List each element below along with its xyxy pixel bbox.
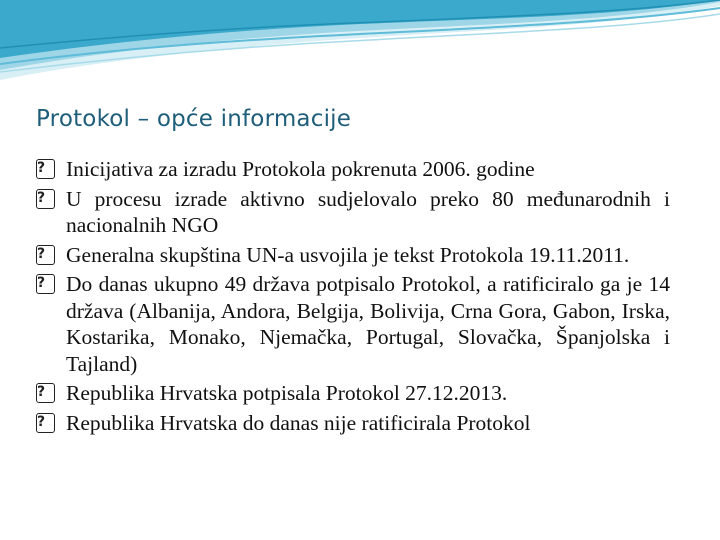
bullet-item	[36, 410, 670, 437]
bullet-item	[36, 271, 670, 377]
bullet-text: Inicijativa za izradu Protokola pokrenuta 2006. godine	[66, 157, 535, 181]
decorative-wave-header	[0, 0, 720, 90]
bullet-item	[36, 242, 670, 269]
slide-title: Protokol – opće informacije	[36, 106, 352, 132]
missing-glyph-icon: ?	[36, 245, 55, 265]
bullet-list	[36, 156, 670, 439]
bullet-text: Do danas ukupno 49 država potpisalo Protokol, a ratificiralo ga je 14 država (Albanija, Andora, Belgija, Bolivija, Crna Gora, Gabon, Irska, Kostarika, Monako, Njemačka, Portugal, Slovačka, Španjolska i Tajland)	[66, 272, 670, 376]
missing-glyph-icon: ?	[36, 159, 55, 179]
bullet-item	[36, 380, 670, 407]
bullet-item	[36, 156, 670, 183]
missing-glyph-icon: ?	[36, 274, 55, 294]
bullet-text: Republika Hrvatska do danas nije ratificirala Protokol	[66, 410, 531, 435]
bullet-text: U procesu izrade aktivno sudjelovalo preko 80 međunarodnih i nacionalnih NGO	[66, 186, 670, 237]
bullet-text: Republika Hrvatska potpisala Protokol 27.12.2013.	[66, 381, 508, 405]
missing-glyph-icon: ?	[36, 189, 55, 209]
missing-glyph-icon: ?	[36, 413, 55, 433]
bullet-text: Generalna skupština UN-a usvojila je tekst Protokola 19.11.2011.	[66, 242, 630, 267]
missing-glyph-icon: ?	[36, 383, 55, 403]
bullet-item	[36, 186, 670, 239]
